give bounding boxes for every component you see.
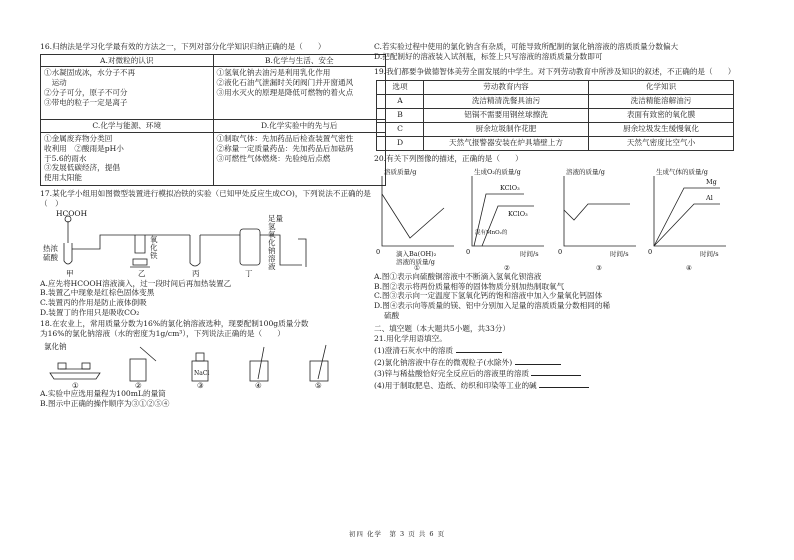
q17-right-label: 氢 [268,221,276,231]
q17-stem: 17.某化学小组用如图微型装置进行模拟冶铁的实验（已知甲处反应生成CO)，下列说法不正确的是（ ） [40,189,371,208]
q21-item-text: (3)锌与稀盐酸恰好完全反应后的溶液里的溶质 [374,369,530,379]
q17-option-c: C.装置丙的作用是防止液体倒吸 [40,298,147,308]
q18-stem-line1: 18.在农业上，常用质量分数为16%的氯化钠溶液选种，现要配制100g质量分数 [40,319,309,329]
q17-oxide-label: 氧 [150,234,158,244]
q17-right-label: 氧 [268,229,276,239]
graph4-origin: 0 [648,247,653,256]
q20-stem: 20.有关下列图像的描述，正确的是（ ） [374,154,523,164]
q16-cell-d-title: D.化学实验中的先与后 [213,120,386,133]
q17-right-label: 化 [268,237,276,247]
q18-fig-num: ① [72,380,79,389]
q20-option-d: D.图④表示向等质量的镁、铝中分别加入足量的溶质质量分数相同的稀 [374,301,611,311]
graph-number: ④ [686,263,692,272]
graph-number: ③ [596,263,602,272]
q17-station-label: 丙 [192,268,200,278]
q21-item-text: (2)氯化钠溶液中存在的微观粒子(水除外) [374,357,513,367]
graph-number: ① [414,263,420,272]
page-footer: 初四 化学 第 3 页 共 6 页 [348,530,446,538]
answer-blank[interactable] [539,379,589,388]
q17-reagent-label: HCOOH [56,208,88,218]
graph1-curve [382,194,444,238]
q19-cell: D [377,137,424,151]
q18-fig-num: ③ [197,380,204,389]
q17-right-label: 溶 [268,253,276,263]
q16-cell-d [213,133,386,186]
q18-continued [374,42,754,61]
q16-cell-b [213,67,386,120]
q19-cell: 厨余垃圾发生缓慢氧化 [589,123,734,137]
q19-cell: 洗洁精清洗餐具油污 [424,95,589,109]
graph2-ylabel: 生成O₂的质量/g [474,167,521,176]
graph-number: ② [504,263,510,272]
q16-c-line: ③发展低碳经济，提倡 [44,163,120,173]
graph4-ylabel: 生成气体的质量/g [656,167,708,176]
answer-blank[interactable] [531,367,581,376]
q17-right-label: 液 [268,261,276,271]
graph2-xlabel: 时间/s [520,249,539,258]
q20-option-d-cont: 硫酸 [374,310,400,320]
q17-left-label: 热浓 [43,243,58,253]
graph1-ylabel: 溶质质量/g [384,167,417,176]
q19-cell: A [377,95,424,109]
q17-station-label: 乙 [138,268,146,278]
q16-b-line: ①氢氧化钠去油污是利用乳化作用 [216,68,331,78]
q18-option-d: D.把配制好的溶液装入试剂瓶，标签上只写溶液的溶质质量分数即可 [374,51,603,61]
q19-table [376,80,734,151]
table-row [377,123,734,137]
section2-title: 二、填空题（本大题共5小题，共33分） [374,324,510,334]
q18-fig-num: ④ [255,380,262,389]
q16-b-line: ②液化石油气泄漏时关闭阀门并开窗通风 [216,78,354,88]
table-row [377,137,734,151]
graph2-curve-a [474,194,524,246]
q19-header-knowledge: 化学知识 [589,81,734,95]
q16-b-line: ③用水灭火的原理是降低可燃物的着火点 [216,87,354,97]
q19-cell: 铝锅不需要用钢丝球擦洗 [424,109,589,123]
q19-cell: B [377,109,424,123]
q19-cell: C [377,123,424,137]
q21-item-4 [374,379,754,391]
q16-table [40,54,386,186]
q16-a-line: ①水凝固成冰，水分子不再 [44,68,136,78]
graph3-curve [564,204,630,220]
q16-cell-a [41,67,214,120]
q18-fig-num: ② [135,380,142,389]
table-row [377,109,734,123]
answer-blank[interactable] [515,356,561,365]
q16-cell-c-title: C.化学与能源、环境 [41,120,214,133]
q19-header-option: 选项 [377,81,424,95]
q19-cell: 洗洁精能溶解油污 [589,95,734,109]
q17-oxide-label: 铁 [150,250,158,260]
q16-cell-b-title: B.化学与生活、安全 [213,54,386,67]
q16-c-line: ①金属废弃物分类回 [44,134,113,144]
q19-cell: 天然气密度比空气小 [589,137,734,151]
q19-cell: 表面有致密的氧化膜 [589,109,734,123]
q21-item-2 [374,356,754,368]
q16-c-line: 使用太阳能 [44,173,82,183]
graph2-series-label: KClO₃ [508,209,528,218]
q17-apparatus-diagram [40,209,340,279]
q19-cell: 厨余垃圾制作花肥 [424,123,589,137]
graph3-ylabel: 溶液的质量/g [566,167,605,176]
q17-station-label: 甲 [66,268,74,278]
q16-c-line: 于5.6的雨水 [44,153,87,163]
q18-option-b: B.图示中正确的操作顺序为③①②⑤④ [40,398,170,408]
graph3-origin: 0 [558,247,563,256]
q20-option-c: C.图③表示向一定温度下氢氧化钙的饱和溶液中加入少量氧化钙固体 [374,291,603,301]
graph3-xlabel: 时间/s [610,249,629,258]
q21-item-1 [374,344,754,356]
right-column [374,42,754,391]
q21-item-3 [374,367,754,379]
q17-left-label: 硫酸 [43,252,58,262]
q17-right-label: 足量 [268,213,283,223]
q19-stem: 19.我们都要争做德智体美劳全面发展的中学生。对下列劳动教育中所涉及知识的叙述，不正确的是（ ） [374,67,736,77]
q18-option-a: A.实验中应选用量程为100mL的量筒 [40,388,166,398]
graph1-xlabel: 溶液的质量/g [396,257,435,266]
q17-oxide-label: 化 [150,242,158,252]
q16-c-line: 收利用 ②酸雨是pH小 [44,143,124,153]
q20-graphs [374,164,744,272]
graph4-xlabel: 时间/s [700,249,719,258]
left-column [40,42,386,410]
section-fill-in [374,324,754,390]
q16-a-line: ③带电的粒子一定是离子 [44,97,128,107]
q17-option-b: B.装置乙中现象是红棕色固体变黑 [40,288,155,298]
graph4-series-label: Al [706,193,713,202]
question-19 [374,67,754,151]
question-18 [40,319,386,408]
q17-right-label: 钠 [268,245,276,255]
q17-option-d: D.装置丁的作用只是吸收CO₂ [40,307,140,317]
q18-stem-line2: 为16%的氯化钠溶液（水的密度为1g/cm³），下列说法正确的是（ ） [40,329,285,339]
graph2-series-label: KClO₃ [500,183,520,192]
q19-cell: 天然气报警器安装在炉具墙壁上方 [424,137,589,151]
q16-a-line: 运动 [44,78,67,88]
q16-stem: 16.归纳法是学习化学最有效的方法之一，下列对部分化学知识归纳正确的是（ ） [40,42,326,51]
q21-item-text: (1)澄清石灰水中的溶质 [374,345,454,355]
graph4-curve-al [654,204,720,246]
q20-option-a: A.图①表示向硫酸铜溶液中不断滴入氢氧化钡溶液 [374,271,542,281]
q16-a-line: ②分子可分，原子不可分 [44,87,128,97]
q16-d-line: ③可燃性气体燃烧：先验纯后点燃 [216,153,331,163]
q18-fig-label: 氯化钠 [44,341,67,351]
question-20 [374,154,754,320]
q18-option-c: C.若实验过程中使用的氯化钠含有杂质，可能导致所配制的氯化钠溶液的溶质质量分数偏大 [374,42,679,51]
q19-header-content: 劳动教育内容 [424,81,589,95]
q18-operations-diagram [40,339,370,389]
q17-option-a: A.应先将HCOOH溶液滴入，过一段时间后再加热装置乙 [40,278,232,288]
q21-item-text: (4)用于制取肥皂、造纸、纺织和印染等工业的碱 [374,381,537,391]
question-16 [40,42,386,186]
q18-fig-num: ⑤ [315,380,322,389]
q16-d-line: ①制取气体：先加药品后检查装置气密性 [216,134,354,144]
q17-station-label: 丁 [245,268,253,278]
graph3-axes [564,176,636,246]
graph2-origin: 0 [466,247,471,256]
question-17 [40,189,386,317]
q21-stem: 21.用化学用语填空。 [374,334,447,344]
table-row [377,95,734,109]
q16-cell-c [41,133,214,186]
q18-nacl-label: NaCl [194,369,210,377]
q16-cell-a-title: A.对微粒的认识 [41,54,214,67]
q20-option-b: B.图②表示将两份质量相等的固体物质分别加热制取氧气 [374,281,565,291]
graph1-origin: 0 [376,247,381,256]
answer-blank[interactable] [456,344,502,353]
graph2-note: 混有MnO₂的 [475,229,508,236]
graph4-series-label: Mg [706,177,717,186]
q16-d-line: ②称量一定质量药品：先加药品后加砝码 [216,143,354,153]
graph1-xlabel: 滴入Ba(OH)₂ [396,249,437,258]
graph4-axes [654,176,726,246]
